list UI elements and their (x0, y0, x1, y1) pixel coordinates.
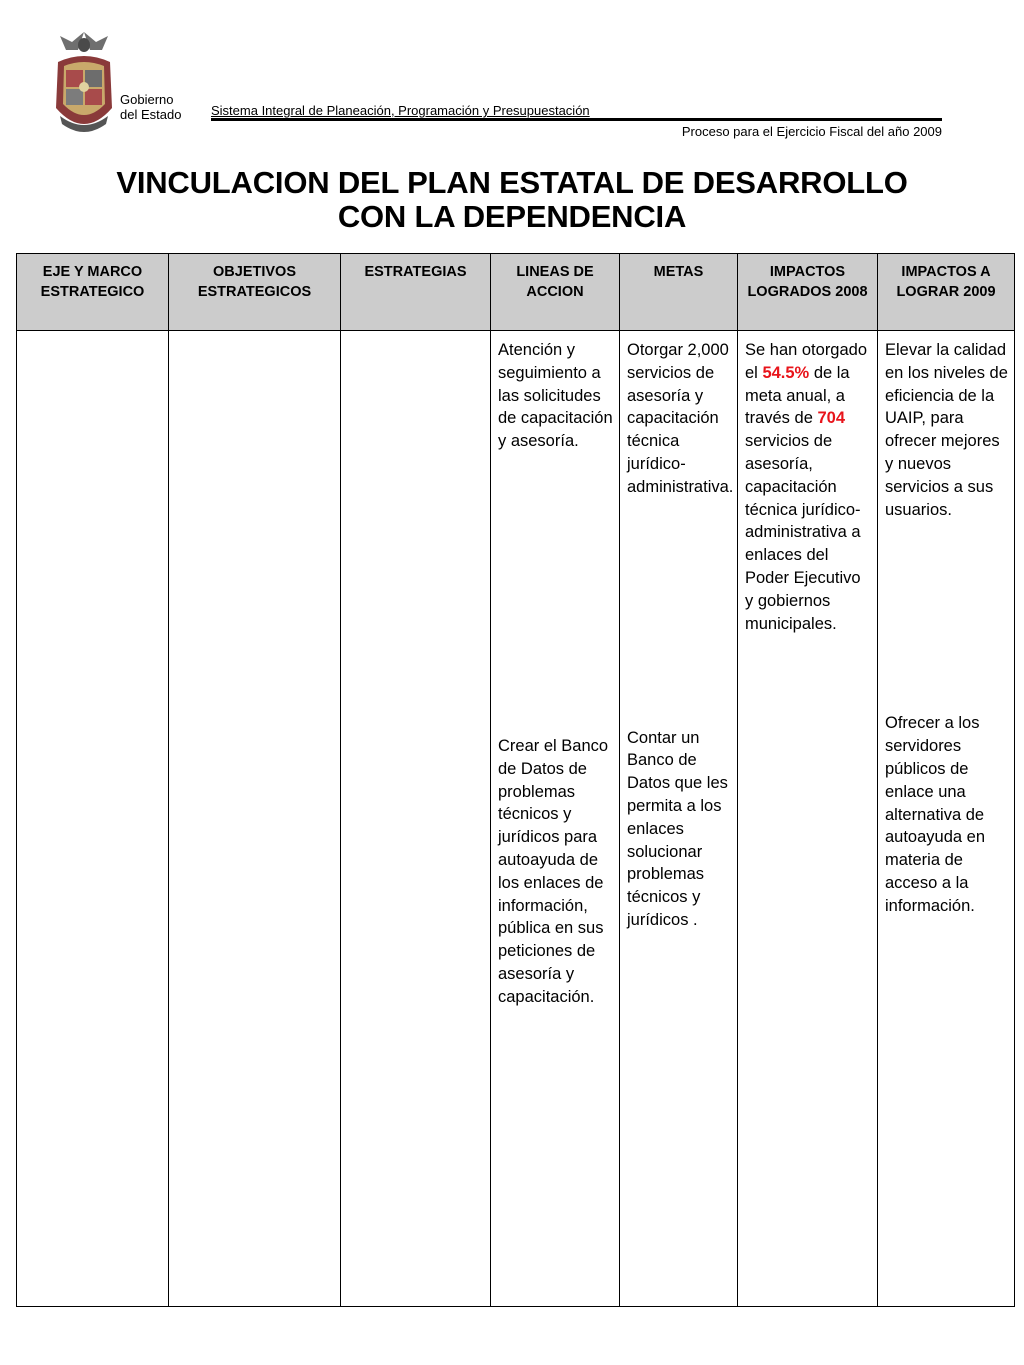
col-header-objetivos: OBJETIVOS ESTRATEGICOS (169, 254, 341, 331)
header-rule (211, 118, 942, 121)
lograr-1: Elevar la calidad en los niveles de eficiencia de la UAIP, para ofrecer mejores y nuevos servicios a sus usuarios. (885, 341, 1008, 519)
cell-lograr (878, 331, 1015, 1307)
logrado-text-1: Se han otorgado el (745, 341, 868, 382)
col-header-lograr: IMPACTOS A LOGRAR 2009 (878, 254, 1015, 331)
logrado-percent: 54.5% (762, 363, 810, 382)
government-label (120, 92, 181, 122)
logrado-text-3: servicios de asesoría, capacitación técnica jurídico-administrativa a enlaces del Poder Ejecutivo y gobiernos municipales. (745, 432, 861, 633)
lograr-2: Ofrecer a los servidores públicos de enlace una alternativa de autoayuda en materia de acceso a la información. (885, 714, 986, 915)
fiscal-year-line: Proceso para el Ejercicio Fiscal del año 2009 (681, 124, 942, 139)
logrado-count: 704 (817, 409, 845, 428)
col-header-estrategias: ESTRATEGIAS (341, 254, 491, 331)
table-row (17, 331, 1015, 1307)
table-header-row (17, 254, 1015, 331)
linea-accion-1: Atención y seguimiento a las solicitudes de capacitación y asesoría. (498, 341, 613, 451)
col-header-logrados: IMPACTOS LOGRADOS 2008 (738, 254, 878, 331)
cell-estrategias (341, 331, 491, 1307)
cell-eje (17, 331, 169, 1307)
col-header-metas: METAS (620, 254, 738, 331)
cell-objetivos (169, 331, 341, 1307)
document-title (0, 166, 1024, 234)
gov-line-2: del Estado (120, 107, 182, 122)
cell-logrados (738, 331, 878, 1307)
state-seal-icon (52, 28, 116, 138)
linea-accion-2: Crear el Banco de Datos de problemas técnicos y jurídicos para autoayuda de los enlaces de información, pública en sus peticiones de asesoría y capacitación. (498, 736, 609, 1006)
meta-1: Otorgar 2,000 servicios de asesoría y capacitación técnica jurídico-administrativa. (627, 341, 734, 496)
title-line-1: VINCULACION DEL PLAN ESTATAL DE DESARROLLO (116, 165, 908, 200)
cell-metas (620, 331, 738, 1307)
linkage-table (16, 253, 1015, 1307)
title-line-2: CON LA DEPENDENCIA (337, 199, 687, 234)
gov-line-1: Gobierno (120, 92, 174, 107)
system-title: Sistema Integral de Planeación, Programación y Presupuestación (211, 103, 590, 118)
col-header-lineas: LINEAS DE ACCION (491, 254, 620, 331)
cell-lineas (491, 331, 620, 1307)
meta-2: Contar un Banco de Datos que les permita a los enlaces solucionar problemas técnicos y jurídicos . (627, 728, 728, 929)
col-header-eje: EJE Y MARCO ESTRATEGICO (17, 254, 169, 331)
logrado-text-2: de la meta anual, a través de (745, 363, 850, 428)
